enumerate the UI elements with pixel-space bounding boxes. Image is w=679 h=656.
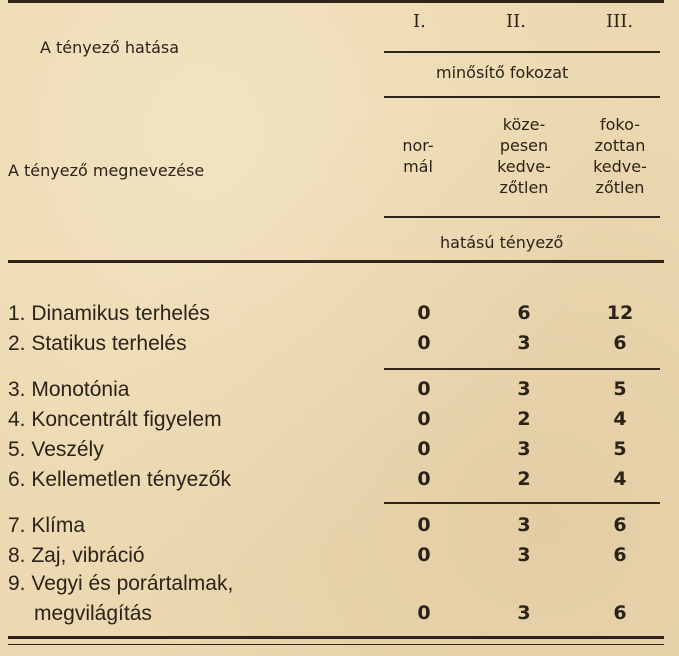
header-rule-3 bbox=[384, 216, 660, 218]
row-label-6: 6. Kellemetlen tényezők bbox=[8, 468, 231, 491]
name-label: A tényező megnevezése bbox=[8, 161, 205, 180]
group-rule-1 bbox=[384, 368, 660, 370]
row-2-value-2: 3 bbox=[517, 332, 531, 354]
row-4-value-1: 0 bbox=[417, 408, 431, 430]
row-8-value-1: 0 bbox=[417, 544, 431, 566]
row-6-value-2: 2 bbox=[517, 468, 531, 490]
row-2-value-3: 6 bbox=[613, 332, 627, 354]
row-8-value-3: 6 bbox=[613, 544, 627, 566]
row-4-value-2: 2 bbox=[517, 408, 531, 430]
column-number-2: II. bbox=[506, 11, 526, 32]
row-1-value-1: 0 bbox=[417, 302, 431, 324]
row-label-7: 7. Klíma bbox=[8, 514, 86, 537]
bottom-rule bbox=[8, 636, 664, 639]
grade-label: minősítő fokozat bbox=[436, 63, 569, 82]
row-label-9: 9. Vegyi és porártalmak, bbox=[8, 572, 234, 595]
grade-normal: nor- mál bbox=[402, 136, 434, 176]
row-1-value-2: 6 bbox=[517, 302, 531, 324]
row-label-5: 5. Veszély bbox=[8, 438, 104, 461]
row-9-value-2: 3 bbox=[517, 602, 531, 624]
grade-moderate: köze- pesen kedve- zőtlen bbox=[497, 115, 551, 197]
row-6-value-3: 4 bbox=[613, 468, 627, 490]
row-9-value-1: 0 bbox=[417, 602, 431, 624]
row-8-value-2: 3 bbox=[517, 544, 531, 566]
row-3-value-3: 5 bbox=[613, 378, 627, 400]
row-label-1: 1. Dinamikus terhelés bbox=[8, 302, 210, 325]
row-7-value-3: 6 bbox=[613, 514, 627, 536]
row-9-value-3: 6 bbox=[613, 602, 627, 624]
row-label-9-cont: megvilágítás bbox=[34, 602, 152, 625]
row-label-4: 4. Koncentrált figyelem bbox=[8, 408, 222, 431]
row-label-3: 3. Monotónia bbox=[8, 378, 130, 401]
row-label-8: 8. Zaj, vibráció bbox=[8, 544, 145, 567]
row-6-value-1: 0 bbox=[417, 468, 431, 490]
bottom-rule-thin bbox=[8, 644, 664, 645]
row-5-value-3: 5 bbox=[613, 438, 627, 460]
row-4-value-3: 4 bbox=[613, 408, 627, 430]
row-5-value-1: 0 bbox=[417, 438, 431, 460]
effect-label: A tényező hatása bbox=[40, 38, 180, 57]
group-rule-2 bbox=[384, 502, 660, 504]
row-5-value-2: 3 bbox=[517, 438, 531, 460]
row-7-value-1: 0 bbox=[417, 514, 431, 536]
row-7-value-2: 3 bbox=[517, 514, 531, 536]
grade-strong: foko- zottan kedve- zőtlen bbox=[593, 115, 647, 197]
factor-label: hatású tényező bbox=[440, 233, 564, 252]
row-label-2: 2. Statikus terhelés bbox=[8, 332, 187, 355]
row-1-value-3: 12 bbox=[606, 302, 634, 324]
header-rule-2 bbox=[384, 96, 660, 98]
column-number-1: I. bbox=[413, 11, 426, 32]
row-3-value-1: 0 bbox=[417, 378, 431, 400]
header-bottom-rule bbox=[8, 260, 664, 263]
row-2-value-1: 0 bbox=[417, 332, 431, 354]
header-rule-1 bbox=[384, 51, 660, 53]
top-rule bbox=[8, 0, 664, 3]
row-3-value-2: 3 bbox=[517, 378, 531, 400]
column-number-3: III. bbox=[606, 11, 634, 32]
